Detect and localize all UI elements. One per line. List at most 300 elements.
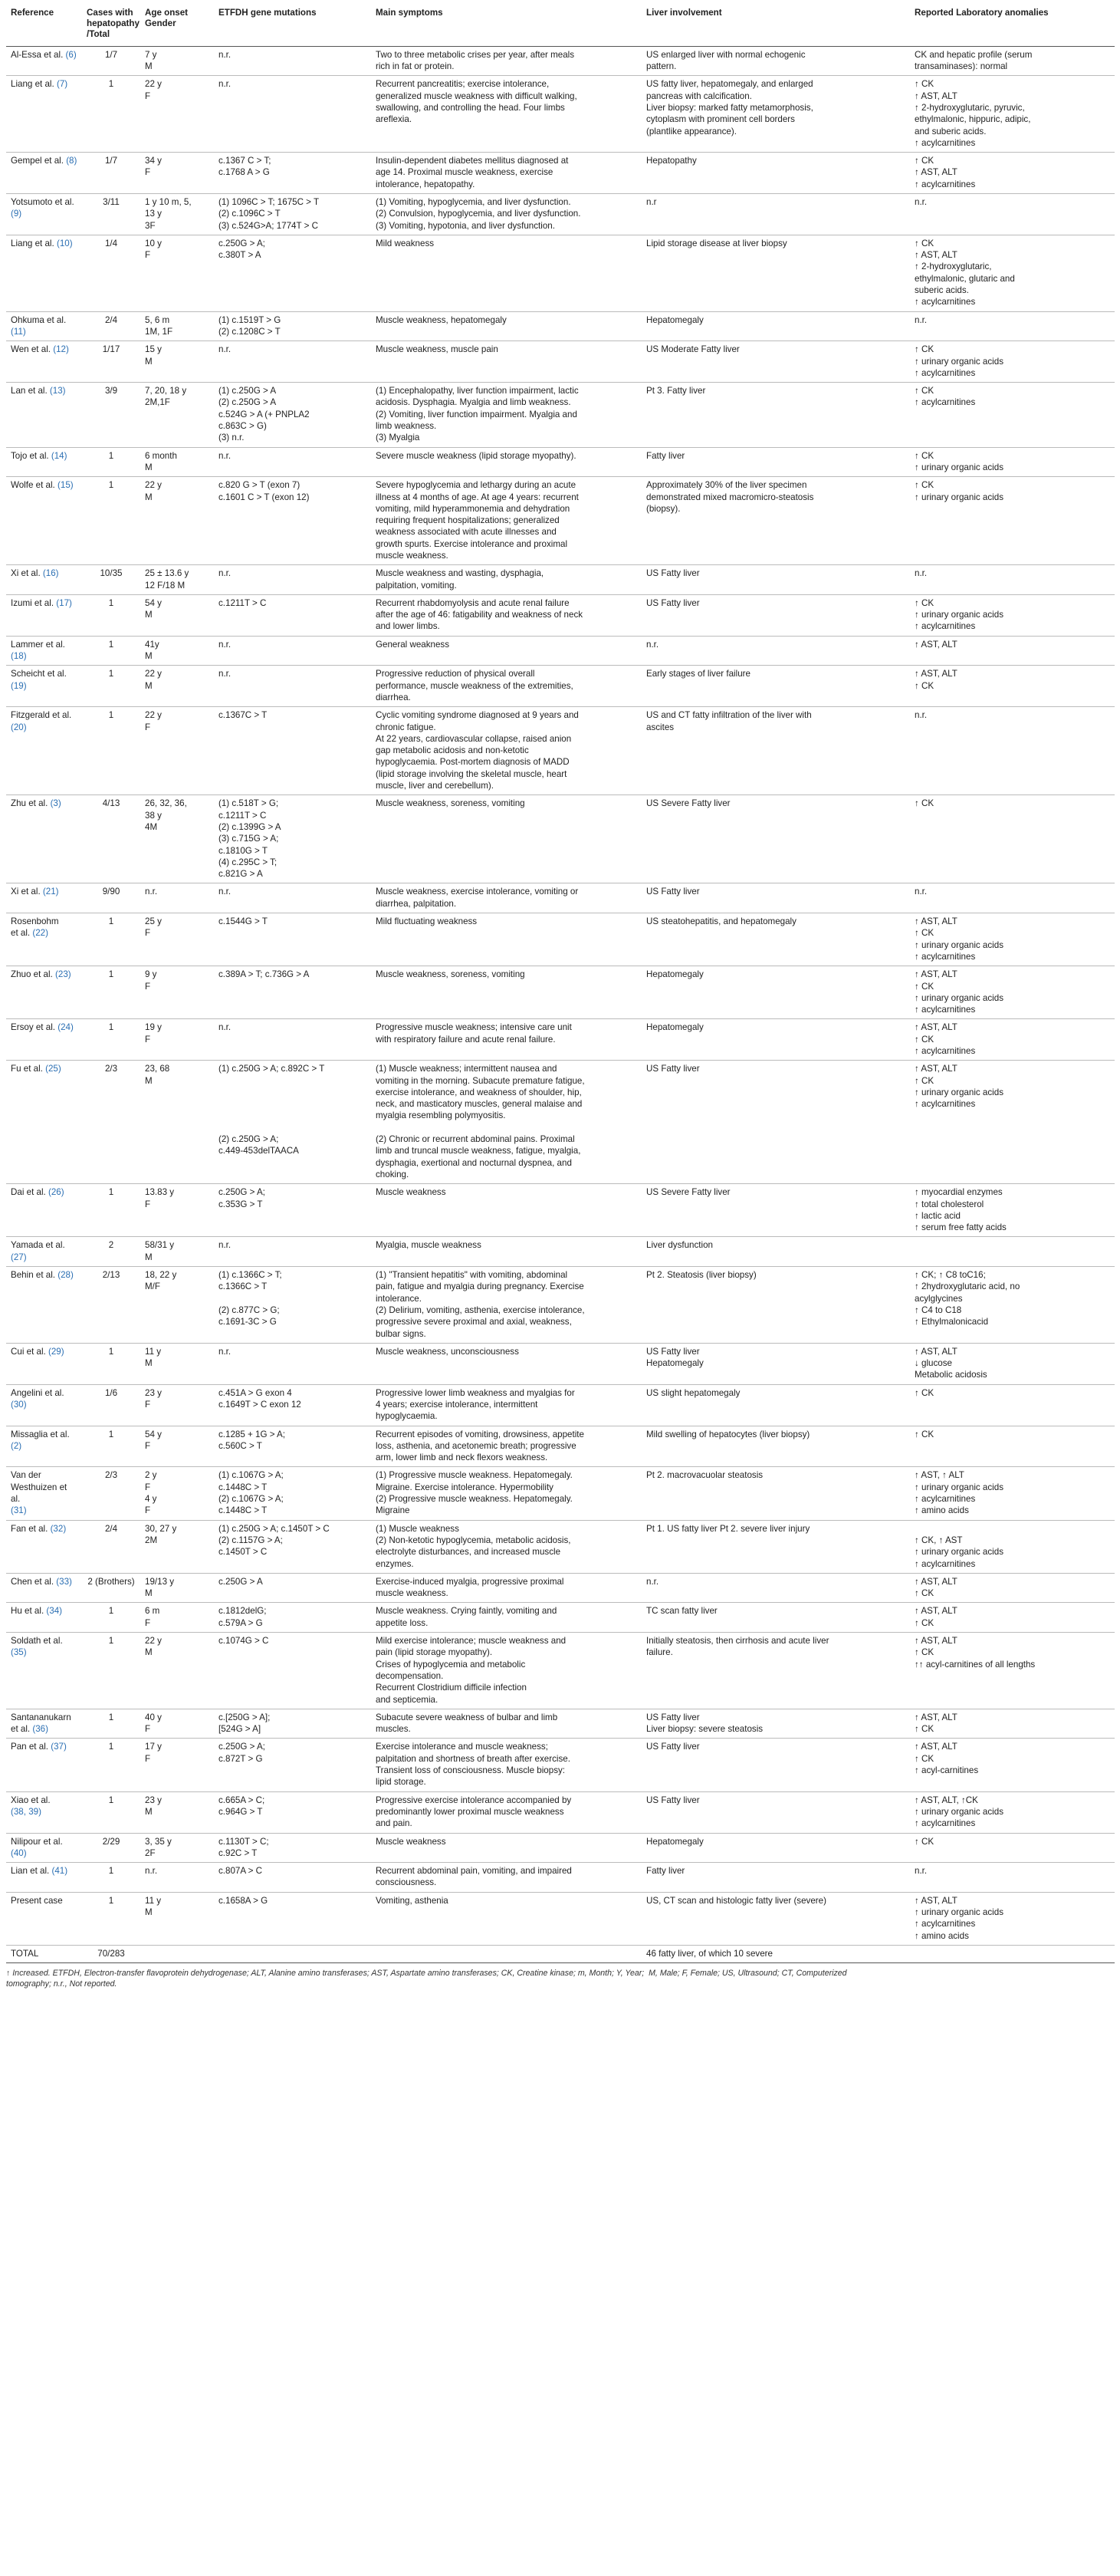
cell-age-gender-line: 2F <box>145 1847 156 1858</box>
cell-symptoms-line: At 22 years, cardiovascular collapse, raised anion <box>376 733 572 744</box>
cell-lab <box>910 883 1115 913</box>
cell-mutations <box>214 76 371 153</box>
cell-mutations-line: c.1544G > T <box>218 916 268 927</box>
cell-reference-line: Angelini et al. <box>11 1387 64 1398</box>
cell-mutations-line: c.1691-3C > G <box>218 1317 277 1327</box>
cell-symptoms-line: after the age of 46: fatigability and weakness of neck <box>376 610 583 620</box>
citation-link[interactable]: (6) <box>65 49 77 60</box>
citation-link[interactable]: (12) <box>53 344 69 355</box>
citation-link[interactable]: (18) <box>11 651 27 662</box>
cell-reference <box>6 76 82 153</box>
total-label: TOTAL <box>6 1945 82 1962</box>
cell-lab-line: ↑ 2-hydroxyglutaric, pyruvic, <box>915 102 1025 113</box>
cell-liver-line: cytoplasm with prominent cell borders <box>646 114 795 125</box>
cell-age-gender <box>140 707 214 795</box>
cell-lab <box>910 1603 1115 1633</box>
cell-liver-line: Pt 2. macrovacuolar steatosis <box>646 1470 764 1481</box>
table-row <box>6 383 1115 447</box>
cell-symptoms-line: appetite loss. <box>376 1617 429 1628</box>
cell-age-gender-line: M <box>145 1588 153 1599</box>
table-row <box>6 1603 1115 1633</box>
citation-link[interactable]: (41) <box>51 1866 68 1877</box>
cell-mutations-line: c.1768 A > G <box>218 167 270 178</box>
cell-reference-line: Liang et al. (10) <box>11 238 73 248</box>
cell-age-gender-line: 19 y <box>145 1022 162 1033</box>
cell-symptoms-line: Progressive lower limb weakness and myalgias for <box>376 1387 575 1398</box>
cell-symptoms-line: Exercise intolerance and muscle weakness; <box>376 1742 548 1752</box>
cell-symptoms-line: limb and truncal muscle weakness, fatigue, myalgia, <box>376 1146 581 1156</box>
cell-cases: 1 <box>82 966 140 1019</box>
cell-symptoms-line: Migraine <box>376 1505 410 1516</box>
cell-symptoms-line: bulbar signs. <box>376 1328 426 1339</box>
cell-lab-line: ↑ AST, ALT, ↑CK <box>915 1795 978 1805</box>
citation-link[interactable]: (15) <box>57 480 74 491</box>
table-row <box>6 1520 1115 1573</box>
citation-link[interactable]: (13) <box>49 386 66 396</box>
footnote-line: tomography; n.r., Not reported. <box>6 1979 117 1989</box>
cell-age-gender-line: 9 y <box>145 969 157 980</box>
cell-symptoms-line: decompensation. <box>376 1670 444 1681</box>
cell-lab-line: ↑ AST, ALT <box>915 1636 957 1647</box>
table-header-row <box>6 5 1115 46</box>
table-row <box>6 565 1115 595</box>
cell-symptoms <box>371 1633 642 1709</box>
cell-lab-line: Metabolic acidosis <box>915 1370 987 1380</box>
cell-symptoms-line: age 14. Proximal muscle weakness, exercise <box>376 167 553 178</box>
citation-link[interactable]: (22) <box>32 928 48 939</box>
cell-symptoms <box>371 447 642 477</box>
citation-link[interactable]: (34) <box>46 1606 63 1617</box>
citation-link[interactable]: (28) <box>57 1270 74 1281</box>
cell-symptoms-line: Recurrent pancreatitis; exercise intolerance, <box>376 79 550 90</box>
cell-lab <box>910 795 1115 883</box>
cell-mutations <box>214 1061 371 1184</box>
cell-mutations <box>214 193 371 235</box>
cell-liver-line: US Fatty liver <box>646 1712 700 1722</box>
cell-symptoms <box>371 1237 642 1267</box>
cell-symptoms <box>371 913 642 966</box>
cell-mutations-line: c.250G > A; <box>218 1742 265 1752</box>
cell-lab-line: ↑ Ethylmalonicacid <box>915 1317 989 1327</box>
cell-symptoms-line: Exercise-induced myalgia, progressive proximal <box>376 1576 564 1587</box>
cell-liver <box>642 1467 910 1520</box>
cell-liver <box>642 636 910 666</box>
cell-lab-line: ↑ urinary organic acids <box>915 356 1003 367</box>
table-row <box>6 341 1115 383</box>
cell-mutations <box>214 46 371 76</box>
cell-age-gender-line: 13 y <box>145 209 162 219</box>
citation-link[interactable]: (11) <box>11 326 26 337</box>
cell-symptoms-line: choking. <box>376 1169 409 1179</box>
table-row <box>6 1633 1115 1709</box>
cell-symptoms-line: Progressive muscle weakness; intensive care unit <box>376 1022 572 1033</box>
cell-lab-line: CK and hepatic profile (serum <box>915 49 1033 60</box>
citation-link[interactable]: (26) <box>48 1187 64 1198</box>
citation-link[interactable]: (21) <box>42 887 59 897</box>
cell-lab <box>910 1061 1115 1184</box>
cell-reference <box>6 1237 82 1267</box>
cell-mutations <box>214 636 371 666</box>
cell-age-gender-line: 1M, 1F <box>145 326 173 337</box>
cell-symptoms-line: muscle weakness. <box>376 1588 448 1599</box>
cell-age-gender-line: 10 y <box>145 238 162 248</box>
citation-link[interactable]: (33) <box>56 1576 72 1587</box>
cell-symptoms-line: enzymes. <box>376 1558 414 1569</box>
cell-mutations-line: c.451A > G exon 4 <box>218 1387 292 1398</box>
cell-lab-line: ↑ CK <box>915 1617 934 1628</box>
cell-reference-line: Xi et al. (16) <box>11 568 59 579</box>
cell-symptoms-line: acidosis. Dysphagia. Myalgia and limb weakness. <box>376 397 571 408</box>
cell-mutations-line: c.1812delG; <box>218 1606 267 1617</box>
cell-lab-line: ↑ urinary organic acids <box>915 1806 1003 1817</box>
cell-reference <box>6 1633 82 1709</box>
cell-age-gender-line: n.r. <box>145 887 158 897</box>
cell-lab-line: ↑ CK <box>915 1588 934 1599</box>
cell-age-gender <box>140 1019 214 1061</box>
cell-cases: 1 <box>82 1184 140 1237</box>
cell-age-gender <box>140 883 214 913</box>
citation-link[interactable]: (3) <box>50 798 61 809</box>
cell-symptoms-line: hypoglycaemia. <box>376 1411 438 1422</box>
cell-mutations-line: c.1448C > T <box>218 1505 268 1516</box>
citation-link[interactable]: (32) <box>50 1523 67 1534</box>
cell-reference <box>6 1892 82 1945</box>
cell-symptoms <box>371 1739 642 1791</box>
cell-liver-line: pancreas with calcification. <box>646 90 752 101</box>
cell-liver-line: Initially steatosis, then cirrhosis and acute liver <box>646 1636 829 1647</box>
cell-reference-line: Santananukarn <box>11 1712 71 1722</box>
cell-reference <box>6 1573 82 1603</box>
cell-reference-line: Tojo et al. (14) <box>11 450 67 461</box>
cell-reference <box>6 1426 82 1467</box>
cell-lab <box>910 1791 1115 1833</box>
cell-symptoms-line: (1) Vomiting, hypoglycemia, and liver dysfunction. <box>376 196 571 207</box>
citation-link[interactable]: (8) <box>66 156 77 166</box>
citation-link[interactable]: (27) <box>11 1252 27 1262</box>
cell-cases: 1 <box>82 447 140 477</box>
cell-mutations-line: c.821G > A <box>218 869 263 880</box>
cell-mutations-line: c.1367C > T <box>218 710 268 721</box>
citation-link[interactable]: (10) <box>56 238 73 248</box>
cell-symptoms-line: and septicemia. <box>376 1694 438 1705</box>
cell-age-gender <box>140 1573 214 1603</box>
citation-link[interactable]: (37) <box>51 1742 67 1752</box>
cell-liver-line: US enlarged liver with normal echogenic <box>646 49 806 60</box>
cell-reference-line: Ersoy et al. (24) <box>11 1022 74 1033</box>
cell-lab-line: ↑ acylcarnitines <box>915 1005 976 1015</box>
cell-lab-line: n.r. <box>915 568 928 579</box>
table-row <box>6 1709 1115 1739</box>
cell-age-gender-line: 7, 20, 18 y <box>145 386 187 396</box>
citation-link[interactable]: (25) <box>45 1064 61 1074</box>
cell-lab-line: ↑ urinary organic acids <box>915 939 1003 950</box>
cell-mutations-line: c.1810G > T <box>218 845 268 856</box>
cell-liver-line: US Fatty liver <box>646 887 700 897</box>
cell-lab <box>910 235 1115 311</box>
cell-reference <box>6 341 82 383</box>
cell-age-gender-line: 11 y <box>145 1346 162 1357</box>
citation-link[interactable]: (23) <box>55 969 71 980</box>
cell-lab-line: ↑ AST, ALT <box>915 167 957 178</box>
citation-link[interactable]: (17) <box>56 597 72 608</box>
total-empty <box>910 1945 1115 1962</box>
cell-reference-line: Present case <box>11 1895 63 1906</box>
cell-liver-line: Mild swelling of hepatocytes (liver biopsy) <box>646 1429 810 1439</box>
cell-liver <box>642 1892 910 1945</box>
cell-mutations-line: c.250G > A; <box>218 238 265 248</box>
cell-symptoms-line: Recurrent episodes of vomiting, drowsiness, appetite <box>376 1429 584 1439</box>
cell-reference-line <box>11 1647 77 1658</box>
cell-symptoms-line: (lipid storage involving the skeletal muscle, heart <box>376 768 567 779</box>
cell-symptoms-line: arm, lower limb and neck flexors weakness. <box>376 1452 548 1463</box>
cell-symptoms-line: muscle, liver and cerebellum). <box>376 781 494 791</box>
cell-lab-line: ↑ AST, ALT <box>915 669 957 679</box>
cell-symptoms-line: Muscle weakness <box>376 1187 446 1198</box>
citation-link[interactable]: (2) <box>11 1440 22 1451</box>
table-row <box>6 707 1115 795</box>
cell-symptoms-line: Recurrent rhabdomyolysis and acute renal failure <box>376 597 570 608</box>
cell-liver <box>642 883 910 913</box>
cell-age-gender-line: M <box>145 651 153 662</box>
cell-mutations-line: c.872T > G <box>218 1753 263 1764</box>
cell-symptoms-line: Recurrent Clostridium difficile infection <box>376 1683 527 1693</box>
cell-lab-line: ↑ CK <box>915 1753 934 1764</box>
cell-cases: 1/7 <box>82 153 140 194</box>
cell-age-gender-line: 1 y 10 m, 5, <box>145 196 192 207</box>
cell-reference-line: Lian et al. (41) <box>11 1866 68 1877</box>
cell-cases: 1 <box>82 477 140 565</box>
cell-age-gender <box>140 1184 214 1237</box>
cell-mutations-line: (2) c.250G > A; <box>218 1134 279 1145</box>
cell-symptoms-line: myalgia resembling polymyositis. <box>376 1110 506 1121</box>
cell-mutations-line: c.1367 C > T; <box>218 156 271 166</box>
citation-link[interactable]: (19) <box>11 680 27 691</box>
cell-age-gender <box>140 1384 214 1426</box>
cell-symptoms-line: chronic fatigue. <box>376 722 436 732</box>
cell-mutations-line: c.964G > T <box>218 1806 263 1817</box>
cell-symptoms-line: and lower limbs. <box>376 621 440 632</box>
cell-symptoms-line: gap metabolic acidosis and non-ketotic <box>376 745 529 756</box>
cell-lab-line: n.r. <box>915 196 928 207</box>
cell-mutations-line <box>218 1110 366 1121</box>
cell-symptoms <box>371 636 642 666</box>
cell-mutations <box>214 1520 371 1573</box>
cell-mutations <box>214 153 371 194</box>
table-row <box>6 311 1115 341</box>
cell-symptoms-line: lipid storage. <box>376 1777 426 1788</box>
cell-lab-line: ↑ CK <box>915 156 934 166</box>
cell-lab-line: ↑ AST, ALT <box>915 1895 957 1906</box>
cell-lab <box>910 341 1115 383</box>
cell-lab-line: ↑↑ acyl-carnitines of all lengths <box>915 1659 1036 1670</box>
cell-lab <box>910 477 1115 565</box>
cell-reference-line <box>11 1505 77 1516</box>
cell-reference-line <box>11 722 77 733</box>
cell-lab <box>910 193 1115 235</box>
cell-mutations-line: n.r. <box>218 1240 232 1251</box>
cell-lab-line: ↑ acylcarnitines <box>915 367 976 378</box>
cell-reference-line: Rosenbohm <box>11 916 59 927</box>
cell-symptoms-line: palpitation and shortness of breath after exercise. <box>376 1753 570 1764</box>
cell-lab-line: ↑ urinary organic acids <box>915 1482 1003 1492</box>
cell-lab-line: ↑ AST, ALT <box>915 1712 957 1722</box>
cell-symptoms-line: vomiting in the morning. Subacute premature fatigue, <box>376 1075 585 1086</box>
citation-link[interactable]: (38, 39) <box>11 1806 41 1817</box>
table-row <box>6 1791 1115 1833</box>
cell-reference-line: Dai et al. (26) <box>11 1187 64 1198</box>
cell-symptoms <box>371 1384 642 1426</box>
cell-cases: 1 <box>82 1739 140 1791</box>
cell-age-gender <box>140 1863 214 1893</box>
cell-lab <box>910 153 1115 194</box>
cell-age-gender-line: 2M,1F <box>145 397 170 408</box>
cell-lab-line: ↑ myocardial enzymes <box>915 1187 1003 1198</box>
cell-symptoms <box>371 565 642 595</box>
cell-age-gender-line: M <box>145 1647 153 1658</box>
citation-link[interactable]: (14) <box>51 450 67 461</box>
cell-reference <box>6 311 82 341</box>
cell-age-gender-line: 22 y <box>145 710 162 721</box>
cell-lab-line: ↑ AST, ALT <box>915 916 957 927</box>
cell-reference-line <box>11 1440 77 1452</box>
cell-lab-line: ↑ CK <box>915 1724 934 1735</box>
cell-age-gender-line: F <box>145 1440 151 1451</box>
cell-liver <box>642 235 910 311</box>
cell-liver <box>642 447 910 477</box>
cell-symptoms-line: electrolyte disturbances, and increased muscle <box>376 1547 561 1558</box>
cell-reference-line: Fitzgerald et al. <box>11 710 72 721</box>
table-body <box>6 46 1115 1945</box>
cell-mutations <box>214 1833 371 1863</box>
cell-cases: 1/17 <box>82 341 140 383</box>
cell-lab-line: ↑ CK <box>915 1387 934 1398</box>
cell-age-gender <box>140 235 214 311</box>
cell-mutations <box>214 1343 371 1384</box>
cell-liver <box>642 311 910 341</box>
citation-link[interactable]: (31) <box>11 1505 27 1516</box>
cell-age-gender <box>140 1520 214 1573</box>
cell-symptoms-line: neck, and masticatory muscles, general malaise and <box>376 1099 583 1110</box>
cell-cases: 1 <box>82 1791 140 1833</box>
cell-cases: 2/3 <box>82 1467 140 1520</box>
cell-symptoms-line <box>376 1122 637 1133</box>
citation-link[interactable]: (20) <box>11 722 27 732</box>
cell-age-gender-line: M <box>145 492 153 502</box>
cell-liver <box>642 76 910 153</box>
cell-liver-line: US slight hepatomegaly <box>646 1387 741 1398</box>
cell-reference <box>6 1343 82 1384</box>
citation-link[interactable]: (40) <box>11 1847 27 1858</box>
cell-lab-line: n.r. <box>915 314 928 325</box>
cell-symptoms <box>371 1709 642 1739</box>
citation-link[interactable]: (9) <box>11 209 22 219</box>
cell-age-gender-line: 34 y <box>145 156 162 166</box>
cell-reference <box>6 707 82 795</box>
cell-liver-line: US Fatty liver <box>646 568 700 579</box>
cell-symptoms-line: muscle weakness. <box>376 551 448 561</box>
cell-symptoms-line: Muscle weakness, soreness, vomiting <box>376 798 525 809</box>
table-row <box>6 1833 1115 1863</box>
citation-link[interactable]: (36) <box>32 1724 48 1735</box>
cell-age-gender-line: F <box>145 722 151 732</box>
cell-mutations <box>214 913 371 966</box>
cell-symptoms-line: (2) Chronic or recurrent abdominal pains. Proximal <box>376 1134 575 1145</box>
citation-link[interactable]: (24) <box>57 1022 74 1033</box>
cell-age-gender <box>140 1633 214 1709</box>
cell-lab-line: ↑ acylcarnitines <box>915 137 976 148</box>
cell-symptoms-line: rich in fat or protein. <box>376 61 455 72</box>
cell-age-gender <box>140 193 214 235</box>
table-row <box>6 1739 1115 1791</box>
cell-mutations <box>214 1267 371 1344</box>
cell-age-gender-line: M <box>145 610 153 620</box>
cell-lab-line: ↑ CK <box>915 450 934 461</box>
cell-symptoms-line: intolerance. <box>376 1293 422 1304</box>
cell-cases: 2 <box>82 1237 140 1267</box>
cell-lab <box>910 1739 1115 1791</box>
cell-mutations-line: (1) c.250G > A; c.892C > T <box>218 1064 325 1074</box>
cell-symptoms <box>371 666 642 707</box>
cell-mutations <box>214 1603 371 1633</box>
clinical-cases-table <box>6 5 1115 1963</box>
cell-age-gender <box>140 636 214 666</box>
citation-link[interactable]: (16) <box>42 568 59 579</box>
cell-reference <box>6 636 82 666</box>
cell-symptoms-line: Cyclic vomiting syndrome diagnosed at 9 years and <box>376 710 579 721</box>
cell-lab-line: ↑ CK <box>915 1075 934 1086</box>
citation-link[interactable]: (29) <box>48 1346 64 1357</box>
cell-mutations-line: (1) c.1366C > T; <box>218 1270 282 1281</box>
cell-symptoms <box>371 966 642 1019</box>
citation-link[interactable]: (7) <box>56 79 68 90</box>
table-row <box>6 913 1115 966</box>
cell-reference <box>6 1384 82 1426</box>
citation-link[interactable]: (30) <box>11 1400 27 1410</box>
cell-mutations-line: (2) c.250G > A <box>218 397 277 408</box>
cell-lab-line: ↑ urinary organic acids <box>915 1907 1003 1917</box>
cell-age-gender-line: F <box>145 1753 151 1764</box>
cell-liver-line: US and CT fatty infiltration of the liver with <box>646 710 812 721</box>
cell-reference <box>6 383 82 447</box>
cell-mutations <box>214 1739 371 1791</box>
cell-liver-line: US Moderate Fatty liver <box>646 344 740 355</box>
cell-lab-line: ↑ CK <box>915 1429 934 1439</box>
cell-lab-line: ↑ urinary organic acids <box>915 492 1003 502</box>
cell-age-gender-line: F <box>145 1400 151 1410</box>
cell-lab-line: ↑ urinary organic acids <box>915 992 1003 1003</box>
cell-reference <box>6 235 82 311</box>
cell-mutations-line: (2) c.1157G > A; <box>218 1535 283 1545</box>
cell-age-gender-line: 15 y <box>145 344 162 355</box>
cell-mutations-line: c.579A > G <box>218 1617 263 1628</box>
header-reference: Reference <box>6 5 82 46</box>
cell-liver-line: (biopsy). <box>646 503 681 514</box>
cell-lab <box>910 1184 1115 1237</box>
cell-liver <box>642 1791 910 1833</box>
cell-symptoms-line: Migraine. Exercise intolerance. Hypermobility <box>376 1482 553 1492</box>
cell-age-gender <box>140 1061 214 1184</box>
cell-mutations <box>214 1573 371 1603</box>
cell-symptoms <box>371 1833 642 1863</box>
cell-liver <box>642 1739 910 1791</box>
cell-reference-line: Westhuizen et al. <box>11 1482 70 1505</box>
citation-link[interactable]: (35) <box>11 1647 27 1658</box>
cell-lab-line: n.r. <box>915 887 928 897</box>
cell-age-gender <box>140 1603 214 1633</box>
cell-liver-line: Hepatomegaly <box>646 1358 704 1369</box>
cell-age-gender-line: 4M <box>145 821 158 832</box>
cell-symptoms <box>371 1603 642 1633</box>
